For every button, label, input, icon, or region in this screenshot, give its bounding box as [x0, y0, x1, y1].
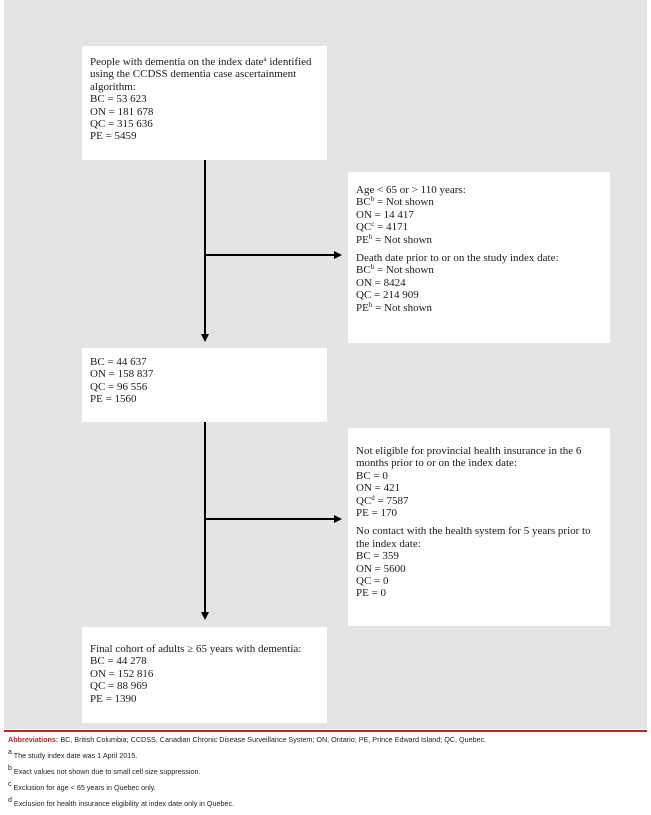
- exclusion-1b-qc: QC = 214 909: [356, 289, 419, 302]
- box5-header: Final cohort of adults ≥ 65 years with dementia:: [90, 643, 302, 655]
- box5-qc: QC = 88 969: [90, 680, 148, 693]
- exclusion-2b-bc: BC = 359: [356, 550, 399, 563]
- footer-divider: [4, 730, 647, 732]
- exclusion-2-bc: BC = 0: [356, 469, 388, 482]
- footnote-b: $^b$ Exact values not shown due to small cell size suppression.: [8, 765, 201, 776]
- box1-line-2: using the CCDSS dementia case ascertainment: [90, 68, 297, 81]
- initial-cohort-box: [82, 46, 327, 160]
- exclusion-2-qc: $QC^d = 7587$: [356, 493, 409, 507]
- exclusion-box-1: [348, 172, 610, 343]
- box1-line-3: algorithm:: [90, 80, 136, 93]
- box3-qc: QC = 96 556: [90, 380, 148, 393]
- exclusion-box-2: [348, 428, 610, 626]
- exclusion-2b-pe: PE = 0: [356, 587, 387, 600]
- box3-pe: PE = 1560: [90, 393, 137, 406]
- footnote-a: $^a$ The study index date was 1 April 2015.: [8, 749, 138, 760]
- final-cohort-box: [82, 627, 327, 723]
- box1-line-1: People with dementia on the index date: [90, 56, 264, 68]
- footnotes: [8, 735, 643, 815]
- intermediate-cohort-box: [82, 348, 327, 422]
- exclusion-2b-qc: QC = 0: [356, 575, 389, 588]
- box1-on: ON = 181 678: [90, 105, 154, 118]
- box1-line-1-tail: identified: [266, 56, 312, 68]
- exclusion-1-bc: $BC^b$ = Not shown: [356, 195, 434, 209]
- box1-qc: QC = 315 636: [90, 118, 153, 131]
- exclusion-1b-bc: $BC^b$ = Not shown: [356, 263, 434, 277]
- box5-on: ON = 152 816: [90, 667, 154, 680]
- exclusion-2-header-insurance: Not eligible for provincial health insurance in the 6 months prior to or on the index date:: [356, 445, 582, 470]
- exclusion-2b-on: ON = 5600: [356, 562, 406, 575]
- exclusion-1b-on: ON = 8424: [356, 276, 406, 289]
- box5-bc: BC = 44 278: [90, 655, 147, 668]
- box1-pe: PE = 5459: [90, 130, 137, 143]
- exclusion-1-on: ON = 14 417: [356, 208, 414, 221]
- box1-bc: BC = 53 623: [90, 93, 147, 106]
- footnote-c: $^c$ Exclusion for age < 65 years in Quebec only.: [8, 781, 156, 792]
- footnote-d: $^d$ Exclusion for health insurance eligibility at index date only in Quebec.: [8, 797, 235, 808]
- exclusion-1b-pe: $PE^b$ = Not shown: [356, 300, 433, 314]
- footnote-mark-a: a: [263, 55, 267, 63]
- exclusion-1-header-death: Death date prior to or on the study index date:: [356, 252, 559, 265]
- exclusion-1-header-age: Age < 65 or > 110 years:: [356, 184, 466, 196]
- exclusion-2-pe: PE = 170: [356, 507, 398, 520]
- box3-on: ON = 158 837: [90, 368, 154, 381]
- abbreviations-note: Abbreviations: BC, British Columbia; CCDSS, Canadian Chronic Disease Surveillance System; ON, Ontario; PE, Prince Edward Island; QC, Quebec.: [8, 735, 487, 744]
- exclusion-1-qc: $QC^c = 4171$: [356, 220, 409, 234]
- exclusion-1-pe: $PE^b$ = Not shown: [356, 232, 433, 246]
- exclusion-2-header-contact: No contact with the health system for 5 years prior to the index date:: [356, 525, 591, 550]
- exclusion-2-on: ON = 421: [356, 482, 401, 495]
- box5-pe: PE = 1390: [90, 692, 137, 705]
- box3-bc: BC = 44 637: [90, 356, 147, 368]
